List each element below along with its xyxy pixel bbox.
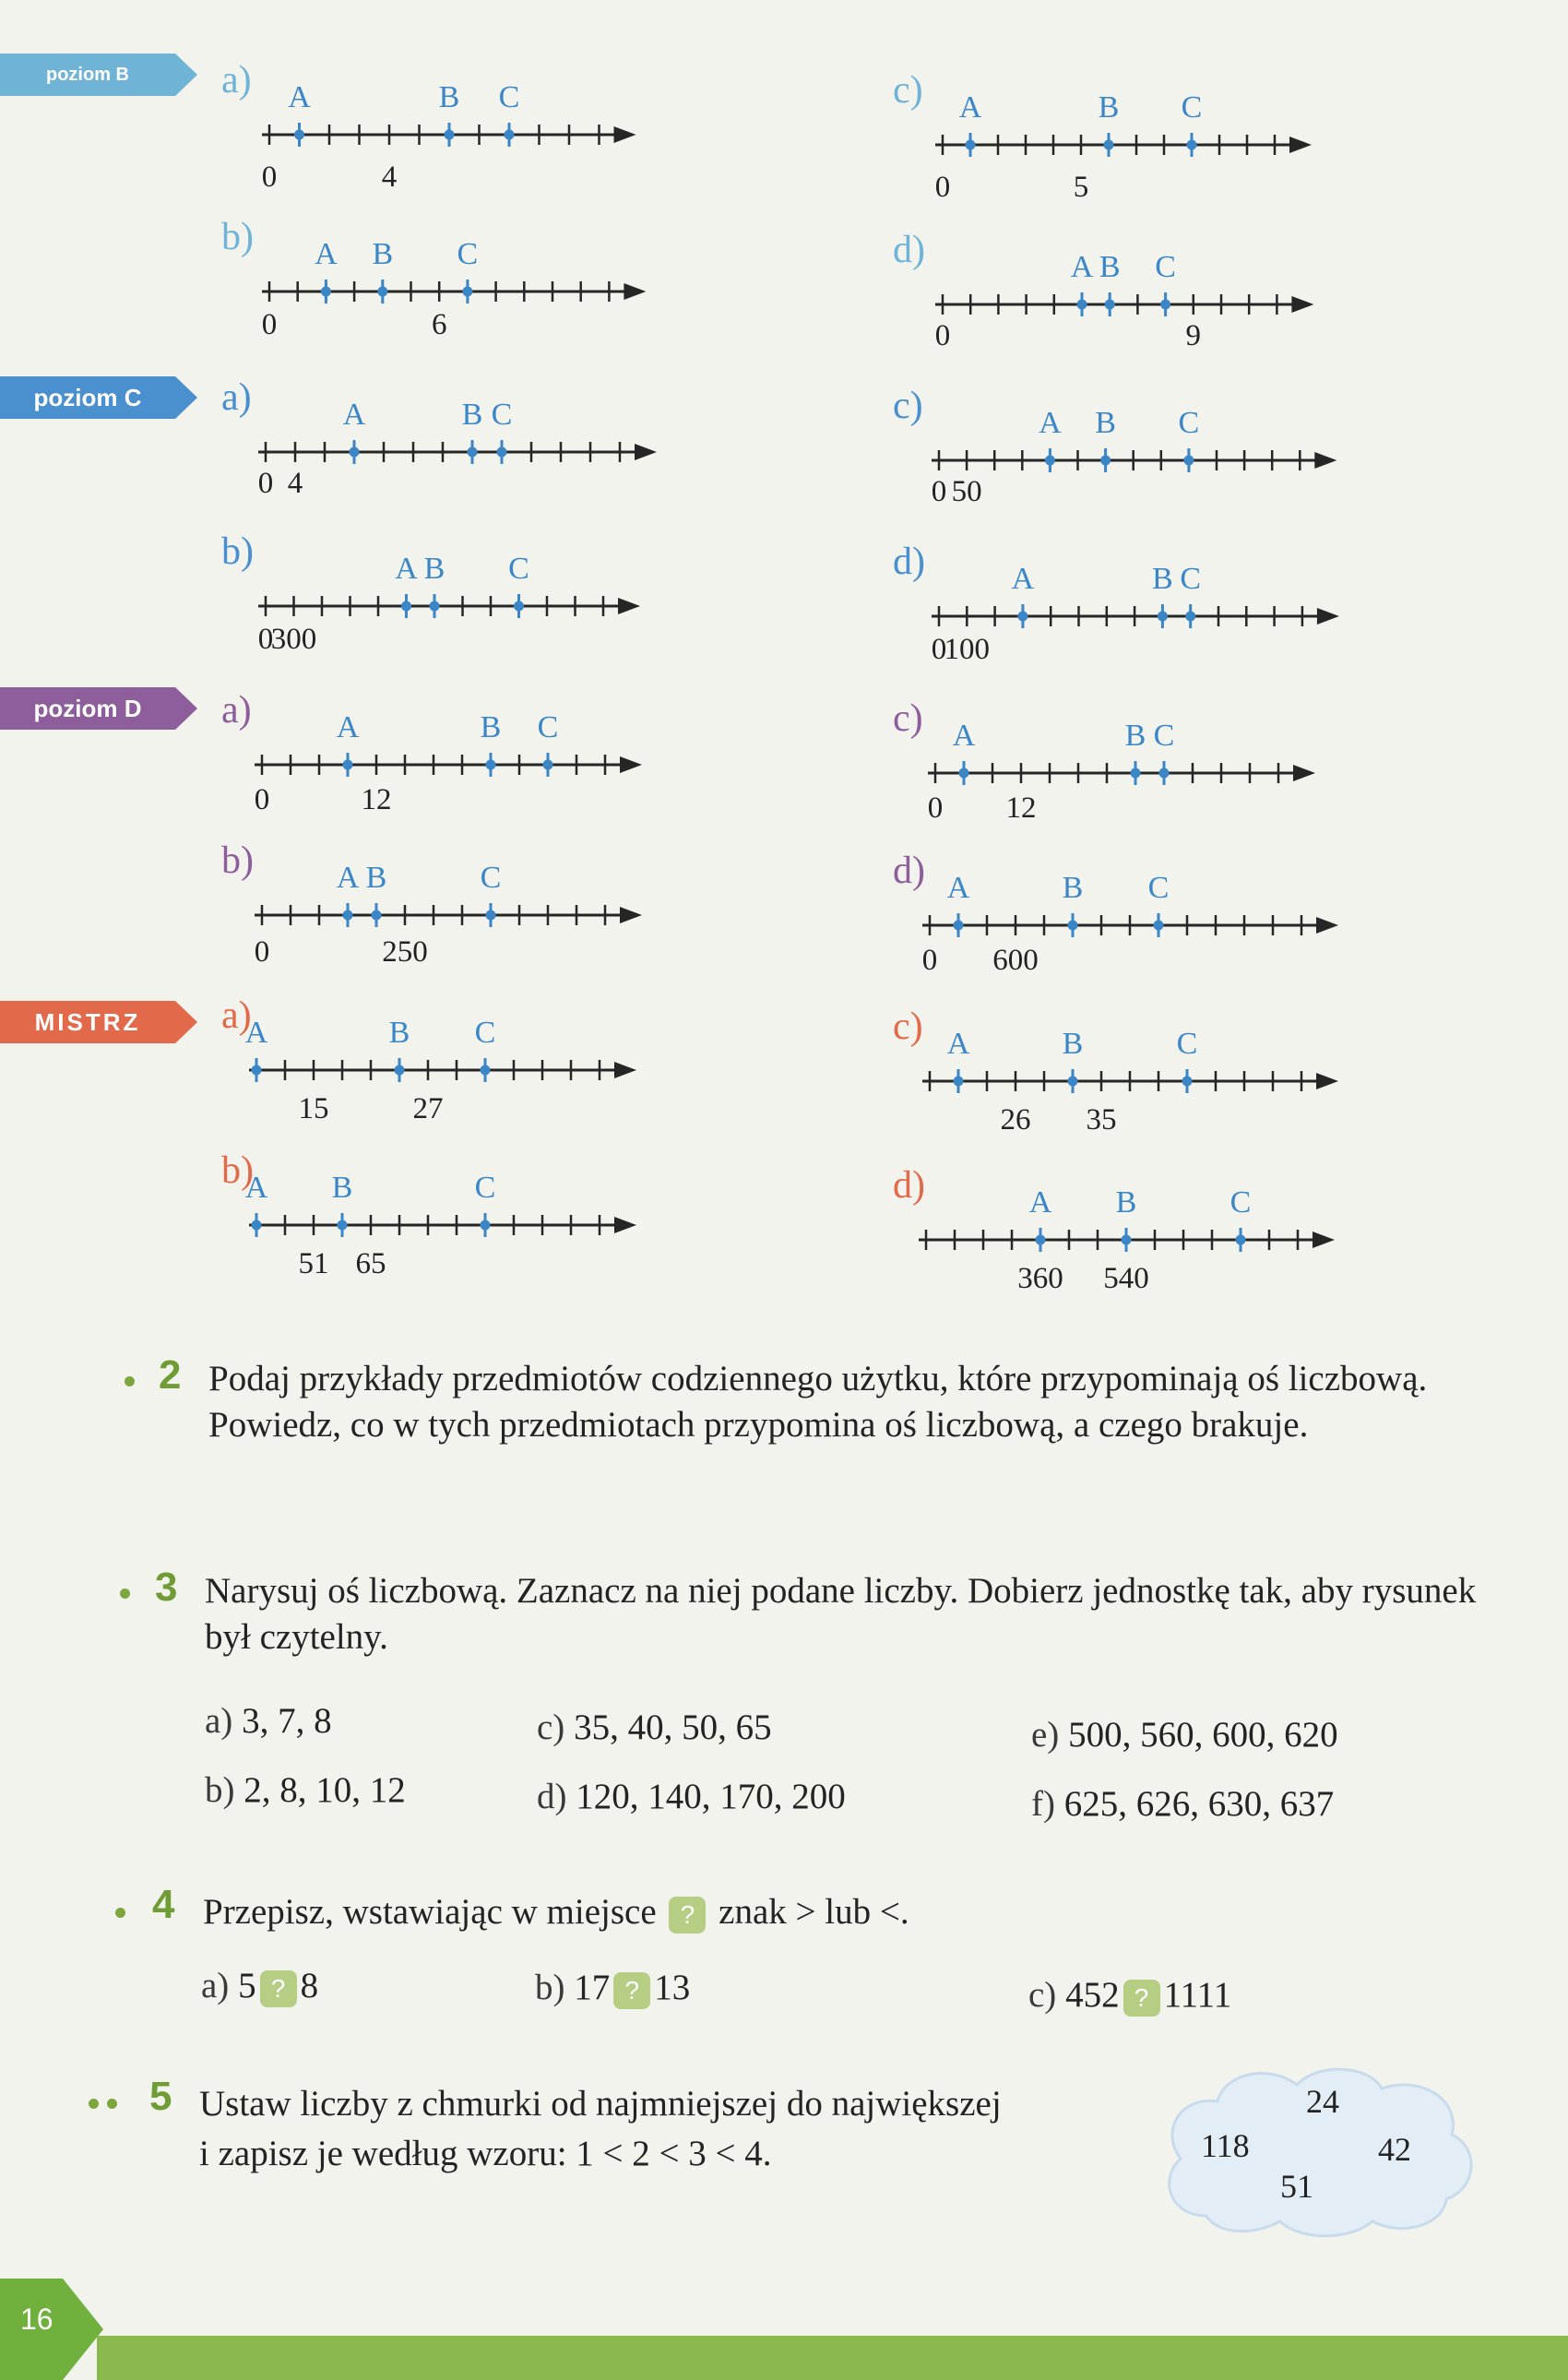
point-label-c: C <box>537 710 559 744</box>
subtask-letter: c) <box>893 697 923 740</box>
point-label-c: C <box>480 861 502 895</box>
number-line <box>908 1157 1372 1295</box>
point-label-b: B <box>1124 719 1146 753</box>
task4-item: a) 5 ? 8 <box>201 1965 318 2007</box>
tick-label: 26 <box>1000 1103 1031 1136</box>
tick-label: 600 <box>992 944 1039 977</box>
point-dot <box>1158 612 1168 622</box>
point-dot <box>1154 921 1164 931</box>
point-dot <box>395 1065 405 1076</box>
point-label-b: B <box>331 1171 353 1205</box>
point-label-b: B <box>365 861 387 895</box>
axis-arrow <box>614 1062 636 1078</box>
axis-arrow <box>1317 608 1339 625</box>
task3-item: b) 2, 8, 10, 12 <box>205 1770 406 1810</box>
point-label-a: A <box>1011 562 1035 596</box>
point-dot <box>959 768 969 779</box>
subtask-letter: d) <box>893 541 925 583</box>
point-dot <box>954 921 964 931</box>
point-label-b: B <box>1062 1027 1084 1061</box>
task-number: 2 <box>159 1352 182 1398</box>
subtask-letter: b) <box>221 839 254 882</box>
tick-label: 0 <box>261 308 278 341</box>
point-label-a: A <box>244 1171 268 1205</box>
point-dot <box>514 601 524 612</box>
point-dot <box>1236 1235 1246 1245</box>
number-line <box>247 523 678 661</box>
number-line <box>921 377 1373 516</box>
tick-label: 0 <box>927 791 944 825</box>
tick-label: 9 <box>1185 319 1202 352</box>
number-line <box>244 682 680 820</box>
level-tag-label: MISTRZ <box>0 1001 175 1043</box>
tick-label: 0 <box>257 467 274 500</box>
footer-bar <box>0 2279 1568 2380</box>
task5-line2: i zapisz je według wzoru: 1 < 2 < 3 < 4. <box>199 2134 772 2173</box>
point-label-c: C <box>1229 1185 1252 1220</box>
point-dot <box>462 287 472 297</box>
task5-line1: Ustaw liczby z chmurki od najmniejszej do największej <box>199 2084 1002 2124</box>
axis-arrow <box>635 444 657 460</box>
task3-item: c) 35, 40, 50, 65 <box>537 1708 772 1747</box>
point-dot <box>1036 1235 1046 1245</box>
point-dot <box>486 760 496 770</box>
task-number: 3 <box>155 1565 178 1610</box>
tick-label: 51 <box>298 1247 329 1280</box>
point-label-a: A <box>952 719 976 753</box>
point-label-a: A <box>1028 1185 1052 1220</box>
axis-arrow <box>1314 452 1336 469</box>
point-dot <box>468 447 478 458</box>
tick-label: 0 <box>254 935 270 969</box>
axis-arrow <box>1291 296 1313 313</box>
number-line <box>244 832 680 970</box>
point-dot <box>294 130 304 140</box>
task4-item: c) 452 ? 1111 <box>1028 1974 1231 2017</box>
question-box: ? <box>260 1970 297 2007</box>
point-label-a: A <box>288 80 311 114</box>
tick-label: 0 <box>931 475 947 508</box>
point-label-a: A <box>244 1016 268 1050</box>
point-dot <box>372 910 382 921</box>
axis-arrow <box>614 1217 636 1233</box>
level-tag-b <box>0 54 197 96</box>
tick-label: 0 <box>254 783 270 816</box>
point-dot <box>1077 300 1087 310</box>
axis-arrow <box>620 907 642 923</box>
point-label-c: C <box>1153 719 1175 753</box>
point-label-c: C <box>474 1171 496 1205</box>
point-label-a: A <box>946 1027 970 1061</box>
point-label-b: B <box>1098 90 1120 125</box>
cloud-number: 42 <box>1378 2131 1411 2168</box>
point-dot <box>445 130 455 140</box>
difficulty-dot <box>89 2099 99 2109</box>
tick-label: 35 <box>1086 1103 1117 1136</box>
point-dot <box>1159 768 1170 779</box>
task-number: 4 <box>152 1882 175 1927</box>
cloud <box>1151 2059 1485 2242</box>
task3-item: e) 500, 560, 600, 620 <box>1031 1715 1338 1755</box>
task2-text: Podaj przykłady przedmiotów codziennego użytku, które przypominają oś liczbową. Powiedz, co w tych przedmiotach przypomina oś liczbową, a czego brakuje. <box>208 1359 1428 1445</box>
subtask-letter: c) <box>893 69 923 112</box>
task3-text: Narysuj oś liczbową. Zaznacz na niej podane liczby. Dobierz jednostkę tak, aby rysunek był czytelny. <box>205 1571 1477 1657</box>
point-label-c: C <box>1147 871 1170 905</box>
point-label-c: C <box>491 398 513 432</box>
level-tag-d <box>0 687 197 730</box>
point-dot <box>966 140 976 150</box>
page-number: 16 <box>20 2303 53 2336</box>
question-box: ? <box>1123 1980 1160 2017</box>
point-dot <box>350 447 360 458</box>
point-dot <box>1131 768 1141 779</box>
cloud-number: 24 <box>1306 2083 1339 2120</box>
number-line <box>924 62 1348 200</box>
subtask-letter: d) <box>893 850 925 892</box>
tick-label: 360 <box>1017 1262 1063 1295</box>
tick-label: 12 <box>1005 791 1037 825</box>
point-label-c: C <box>1178 406 1200 440</box>
point-dot <box>321 287 331 297</box>
tick-label: 300 <box>270 623 317 656</box>
point-label-b: B <box>423 552 445 586</box>
number-line <box>247 369 695 507</box>
difficulty-dot <box>120 1589 130 1599</box>
tick-label: 540 <box>1103 1262 1149 1295</box>
point-dot <box>1122 1235 1132 1245</box>
axis-arrow <box>614 126 636 143</box>
tick-label: 5 <box>1073 171 1089 200</box>
point-dot <box>1017 612 1028 622</box>
axis-arrow <box>618 598 640 614</box>
point-dot <box>1068 1077 1078 1087</box>
point-label-c: C <box>498 80 520 114</box>
level-tag-label: poziom C <box>0 376 175 419</box>
number-line <box>251 52 675 190</box>
point-dot <box>343 910 353 921</box>
point-label-a: A <box>395 552 418 586</box>
point-label-b: B <box>1115 1185 1137 1220</box>
tick-label: 0 <box>931 633 947 666</box>
point-label-a: A <box>1070 250 1094 284</box>
number-line <box>238 987 674 1125</box>
tick-label: 50 <box>951 475 982 508</box>
axis-arrow <box>1289 137 1312 153</box>
question-box: ? <box>613 1972 650 2009</box>
point-dot <box>377 287 387 297</box>
tick-label: 0 <box>921 944 938 977</box>
point-label-c: C <box>457 237 479 271</box>
point-dot <box>954 1077 964 1087</box>
subtask-letter: c) <box>893 1006 923 1048</box>
axis-arrow <box>1293 765 1315 781</box>
cloud-number: 118 <box>1201 2127 1250 2164</box>
task3-item: d) 120, 140, 170, 200 <box>537 1777 846 1816</box>
point-label-b: B <box>1095 406 1116 440</box>
subtask-letter: d) <box>893 229 925 271</box>
point-dot <box>401 601 411 612</box>
point-label-b: B <box>388 1016 410 1050</box>
tick-label: 4 <box>381 161 398 190</box>
difficulty-dot <box>115 1908 125 1918</box>
task3-item: a) 3, 7, 8 <box>205 1701 332 1741</box>
point-dot <box>338 1220 348 1231</box>
point-label-b: B <box>1152 562 1173 596</box>
point-dot <box>1182 1077 1193 1087</box>
level-tag-c <box>0 376 197 419</box>
number-line <box>924 221 1351 360</box>
difficulty-dot <box>125 1376 135 1386</box>
point-label-c: C <box>1180 562 1202 596</box>
subtask-letter: a) <box>221 689 252 732</box>
cloud-number: 51 <box>1280 2168 1313 2205</box>
point-label-a: A <box>1039 406 1062 440</box>
point-dot <box>497 447 507 458</box>
tick-label: 0 <box>257 623 274 656</box>
point-dot <box>252 1065 262 1076</box>
axis-arrow <box>1316 917 1338 934</box>
task4-text: Przepisz, wstawiając w miejsce ? znak > lub <. <box>203 1889 909 1935</box>
subtask-letter: a) <box>221 994 252 1037</box>
tick-label: 0 <box>261 161 278 190</box>
tick-label: 0 <box>934 319 951 352</box>
point-label-c: C <box>1176 1027 1198 1061</box>
number-line <box>251 208 683 347</box>
point-label-a: A <box>342 398 366 432</box>
point-label-b: B <box>1062 871 1084 905</box>
point-dot <box>252 1220 262 1231</box>
point-label-b: B <box>372 237 394 271</box>
point-label-a: A <box>946 871 970 905</box>
subtask-letter: b) <box>221 530 254 573</box>
level-tag-label: poziom D <box>0 687 175 730</box>
point-label-c: C <box>508 552 529 586</box>
tick-label: 65 <box>355 1247 386 1280</box>
point-dot <box>1045 456 1055 466</box>
number-line <box>917 690 1353 828</box>
number-line <box>238 1142 674 1280</box>
subtask-letter: c) <box>893 385 923 427</box>
tick-label: 27 <box>412 1092 444 1125</box>
point-dot <box>1187 140 1197 150</box>
point-dot <box>343 760 353 770</box>
axis-arrow <box>624 283 646 300</box>
level-tag-mistrz <box>0 1001 197 1043</box>
point-label-b: B <box>438 80 460 114</box>
axis-arrow <box>1313 1232 1335 1248</box>
point-label-c: C <box>1181 90 1203 125</box>
tick-label: 12 <box>361 783 392 816</box>
tick-label: 250 <box>382 935 428 969</box>
subtask-letter: a) <box>221 376 252 419</box>
point-dot <box>1183 456 1194 466</box>
point-dot <box>1104 140 1114 150</box>
subtask-letter: b) <box>221 1149 254 1192</box>
task-number: 5 <box>149 2074 172 2119</box>
point-label-b: B <box>480 710 502 744</box>
difficulty-dot <box>107 2099 117 2109</box>
task3-item: f) 625, 626, 630, 637 <box>1031 1784 1335 1824</box>
point-label-c: C <box>474 1016 496 1050</box>
point-dot <box>1185 612 1195 622</box>
level-tag-label: poziom B <box>0 54 175 96</box>
tick-label: 0 <box>934 171 951 200</box>
point-dot <box>430 601 440 612</box>
number-line <box>911 998 1376 1136</box>
number-line <box>921 533 1376 672</box>
point-dot <box>1160 300 1170 310</box>
point-dot <box>486 910 496 921</box>
point-dot <box>481 1065 491 1076</box>
axis-arrow <box>1316 1073 1338 1089</box>
subtask-letter: b) <box>221 216 254 258</box>
number-line <box>911 842 1376 981</box>
point-dot <box>505 130 515 140</box>
tick-label: 15 <box>298 1092 329 1125</box>
subtask-letter: d) <box>893 1164 925 1207</box>
point-dot <box>1105 300 1115 310</box>
question-box: ? <box>669 1897 706 1934</box>
point-label-a: A <box>336 861 360 895</box>
point-dot <box>543 760 553 770</box>
point-label-c: C <box>1155 250 1176 284</box>
point-label-b: B <box>1099 250 1121 284</box>
point-label-b: B <box>461 398 483 432</box>
point-dot <box>1100 456 1111 466</box>
subtask-letter: a) <box>221 59 252 101</box>
point-dot <box>481 1220 491 1231</box>
axis-arrow <box>620 756 642 773</box>
point-label-a: A <box>336 710 360 744</box>
tick-label: 100 <box>944 633 991 666</box>
task4-item: b) 17 ? 13 <box>535 1967 690 2009</box>
point-label-a: A <box>958 90 982 125</box>
point-label-a: A <box>315 237 338 271</box>
tick-label: 6 <box>431 308 447 341</box>
point-dot <box>1068 921 1078 931</box>
tick-label: 4 <box>287 467 303 500</box>
